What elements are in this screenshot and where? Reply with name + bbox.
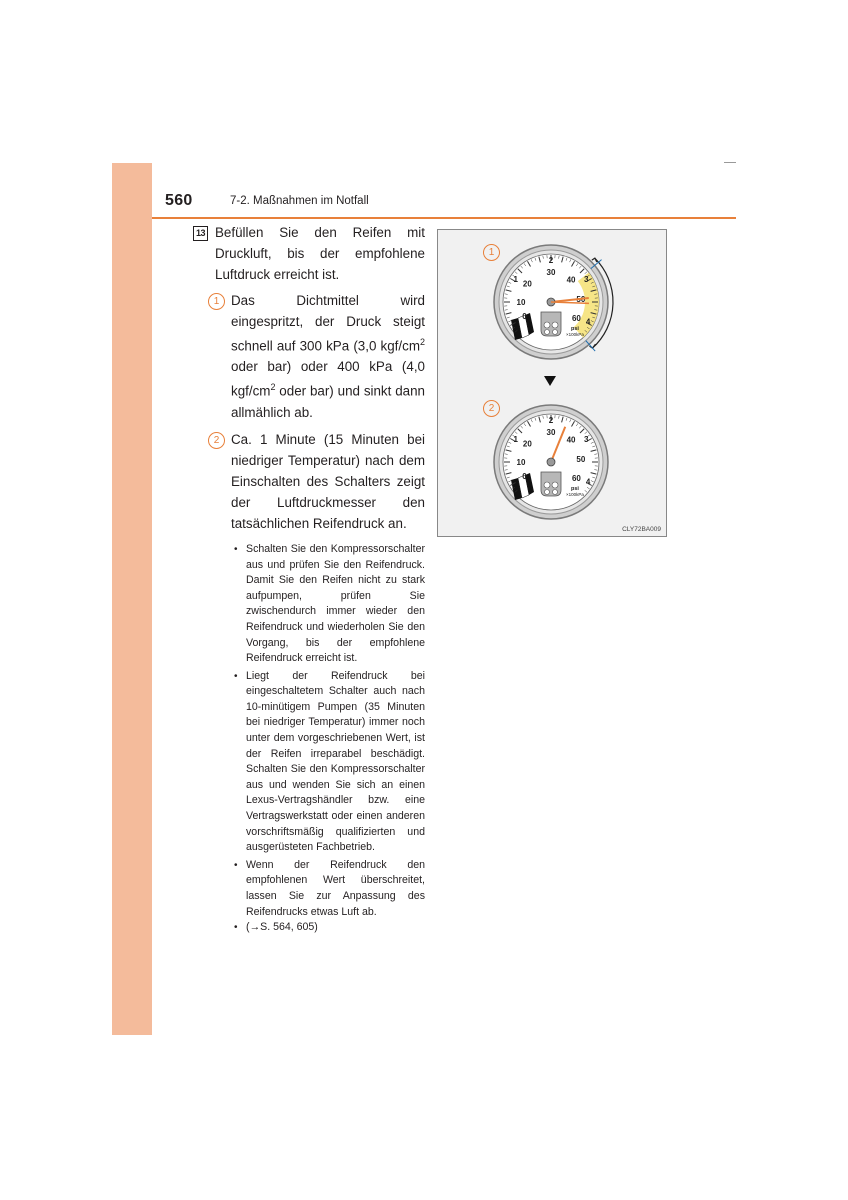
gauge-psi-label: 20 bbox=[522, 279, 532, 289]
substep-2-text: Ca. 1 Minute (15 Minuten bei niedriger Temperatur) nach dem Einschalten des Schalters zeigt der Luftdruckmesser den tatsächlichen Reifendruck an. bbox=[231, 431, 425, 531]
step-number-badge: 13 bbox=[193, 226, 208, 241]
gauge-psi-label: 20 bbox=[522, 439, 532, 449]
superscript-2: 2 bbox=[270, 382, 276, 393]
figure-marker-1: 1 bbox=[483, 244, 500, 261]
gauge-bar-label: 3 bbox=[583, 275, 589, 285]
gauge-bar-label: 1 bbox=[513, 275, 519, 285]
substep-marker-1: 1 bbox=[208, 293, 225, 310]
gauge-psi-label: 0 bbox=[522, 312, 527, 322]
gauge-psi-label: 50 bbox=[576, 454, 586, 464]
page-header bbox=[152, 187, 736, 219]
gauge-unit-psi: psi bbox=[571, 486, 579, 492]
gauge-bar-label: 2 bbox=[548, 256, 554, 265]
gauge-psi-label: 0 bbox=[522, 472, 527, 482]
substep-1-text-c: oder bar) und sinkt dann allmählich ab. bbox=[231, 383, 425, 420]
gauge-bar-label: 4 bbox=[585, 317, 591, 327]
gauge-bar-label: 1 bbox=[513, 435, 519, 445]
substep-1-text-a: Das Dichtmittel wird eingespritzt, der Druck steigt schnell auf 300 kPa (3,0 kgf/cm bbox=[231, 293, 425, 354]
gauge-unit-kpa: ×100kPa bbox=[566, 492, 584, 497]
substep-marker-2: 2 bbox=[208, 432, 225, 449]
substep-1-text-b: oder bar) oder 400 kPa (4,0 kgf/cm bbox=[231, 359, 425, 399]
note-item: • Wenn der Reifendruck den empfohlenen Wert überschreitet, lassen Sie zur Anpassung des Reifendrucks etwas Luft ab. bbox=[246, 858, 425, 920]
gauge-bar-label: 3 bbox=[583, 435, 589, 445]
step-13 bbox=[193, 222, 425, 285]
notes-list bbox=[193, 542, 425, 936]
substep-1 bbox=[193, 290, 425, 423]
figure-code: CLY72BA009 bbox=[622, 526, 661, 533]
corner-mark bbox=[724, 162, 736, 163]
gauge-psi-label: 60 bbox=[571, 313, 581, 323]
note-item: • Schalten Sie den Kompressorschalter aus und prüfen Sie den Reifendruck. Damit Sie den Reifen nicht zu stark aufpumpen, prüfen Sie zwischendurch immer wieder den Reifendruck und wiederholen Sie den Vorgang, bis der empfohlene Reifendruck erreicht ist. bbox=[246, 542, 425, 667]
gauge-psi-label: 30 bbox=[546, 268, 556, 277]
gauge-bottom bbox=[494, 405, 608, 519]
page-reference: • (→S. 564, 605) bbox=[246, 920, 425, 936]
gauge-psi-label: 30 bbox=[546, 428, 556, 437]
superscript-2: 2 bbox=[419, 337, 425, 347]
gauge-illustration bbox=[438, 230, 666, 536]
section-title: 7-2. Maßnahmen im Notfall bbox=[230, 195, 369, 207]
gauge-psi-label: 10 bbox=[516, 298, 526, 307]
main-content bbox=[193, 222, 425, 938]
gauge-psi-label: 40 bbox=[566, 435, 576, 445]
step-text: Befüllen Sie den Reifen mit Druckluft, bis der empfohlene Luftdruck erreicht ist. bbox=[215, 225, 425, 282]
gauge-bar-label: 2 bbox=[548, 416, 554, 425]
gauge-unit-kpa: ×100kPa bbox=[566, 332, 584, 337]
gauge-unit-psi: psi bbox=[571, 326, 579, 332]
page-number: 560 bbox=[165, 192, 193, 209]
gauge-psi-label: 60 bbox=[571, 473, 581, 483]
gauge-psi-label: 10 bbox=[516, 458, 526, 467]
pressure-gauge-figure bbox=[437, 229, 667, 537]
substep-2 bbox=[193, 429, 425, 534]
gauge-pivot bbox=[547, 458, 555, 466]
note-item: • Liegt der Reifendruck bei eingeschaltetem Schalter auch nach 10-minütigem Pumpen (35 Minuten bei niedriger Temperatur) immer noch unter dem vorgeschriebenen Wert, ist der Reifen irreparabel beschädigt. Schalten Sie den Kompressorschalter aus und wenden Sie sich an einen Lexus-Vertragshändler bzw. eine Vertragswerkstatt oder einen anderen vorschriftsmäßig qualifizierten und ausgerüsteten Fachbetrieb. bbox=[246, 669, 425, 856]
down-arrow-icon bbox=[544, 376, 556, 386]
gauge-top bbox=[494, 245, 613, 359]
figure-marker-2: 2 bbox=[483, 400, 500, 417]
side-color-band bbox=[112, 163, 152, 1035]
gauge-psi-label: 40 bbox=[566, 275, 576, 285]
gauge-bar-label: 4 bbox=[585, 477, 591, 487]
